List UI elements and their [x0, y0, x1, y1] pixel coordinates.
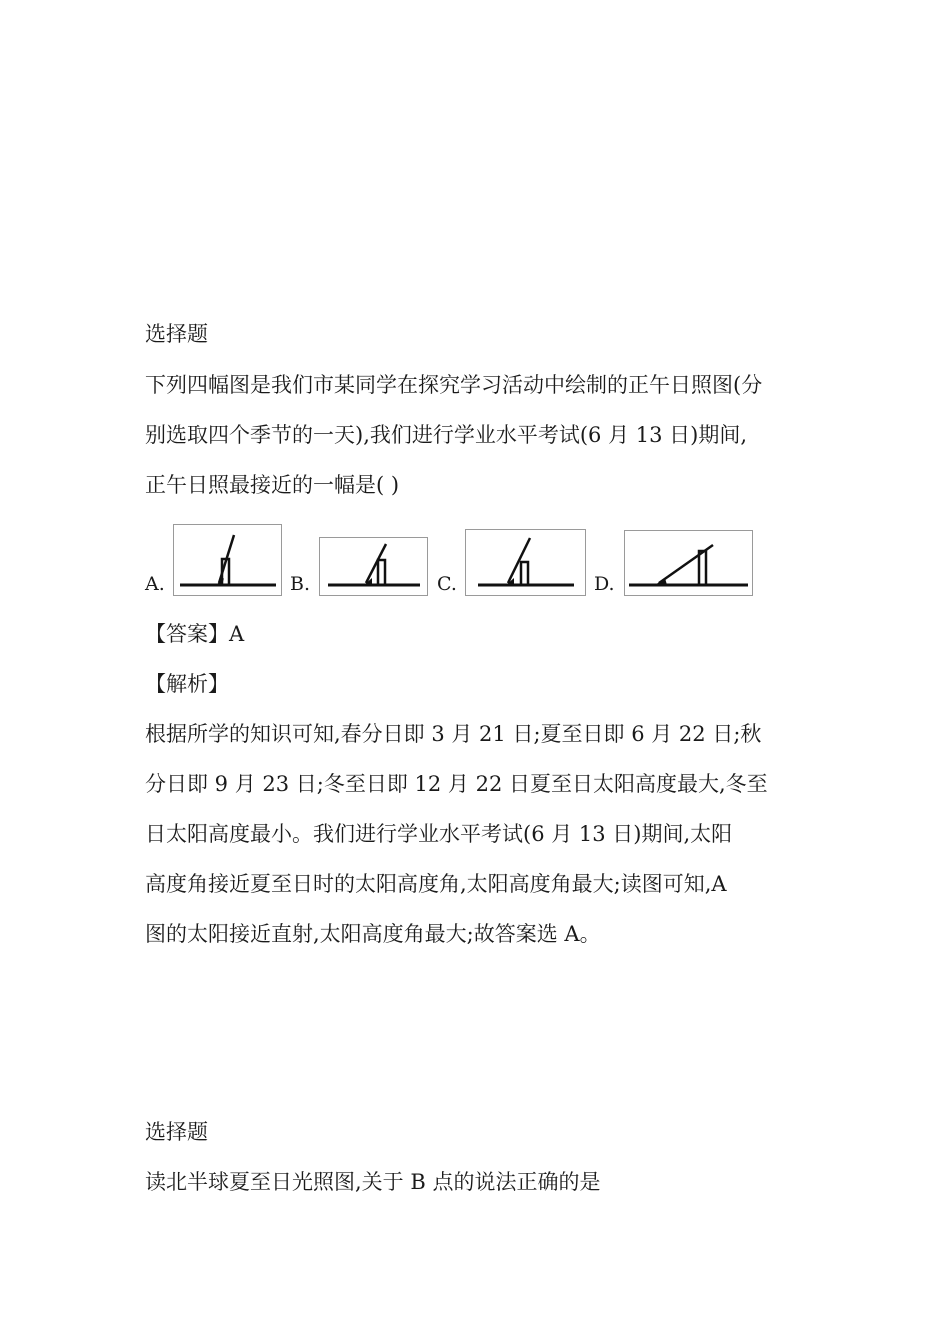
q1-stem-line-1: 下列四幅图是我们市某同学在探究学习活动中绘制的正午日照图(分: [145, 373, 763, 397]
q1-stem-line-3: 正午日照最接近的一幅是( ): [145, 473, 400, 497]
pole-shadow-diagram-b: [320, 538, 427, 595]
option-a-label: A.: [145, 573, 165, 595]
q2-stem: 读北半球夏至日光照图,关于 B 点的说法正确的是: [145, 1170, 601, 1194]
pole-shadow-diagram-d: [625, 531, 752, 595]
q1-answer: 【答案】A: [145, 622, 245, 646]
q1-type-label: 选择题: [145, 322, 208, 346]
option-d-figure: [624, 530, 753, 596]
q1-analysis-line-1: 根据所学的知识可知,春分日即 3 月 21 日;夏至日即 6 月 22 日;秋: [145, 722, 762, 746]
option-a-figure: [173, 524, 282, 596]
option-c-label: C.: [437, 573, 457, 595]
option-c-figure: [465, 529, 586, 596]
pole-shadow-diagram-c: [466, 530, 585, 595]
q1-analysis-line-3: 日太阳高度最小。我们进行学业水平考试(6 月 13 日)期间,太阳: [145, 822, 733, 846]
option-b-figure: [319, 537, 428, 596]
option-b-label: B.: [290, 573, 311, 595]
q1-analysis-title: 【解析】: [145, 672, 229, 696]
option-d-label: D.: [594, 573, 615, 595]
pole-shadow-diagram-a: [174, 525, 281, 595]
q1-stem-line-2: 别选取四个季节的一天),我们进行学业水平考试(6 月 13 日)期间,: [145, 423, 748, 447]
q1-analysis-line-2: 分日即 9 月 23 日;冬至日即 12 月 22 日夏至日太阳高度最大,冬至: [145, 772, 768, 796]
q1-analysis-line-4: 高度角接近夏至日时的太阳高度角,太阳高度角最大;读图可知,A: [145, 872, 727, 896]
q1-analysis-line-5: 图的太阳接近直射,太阳高度角最大;故答案选 A。: [145, 922, 601, 946]
q2-type-label: 选择题: [145, 1120, 208, 1144]
